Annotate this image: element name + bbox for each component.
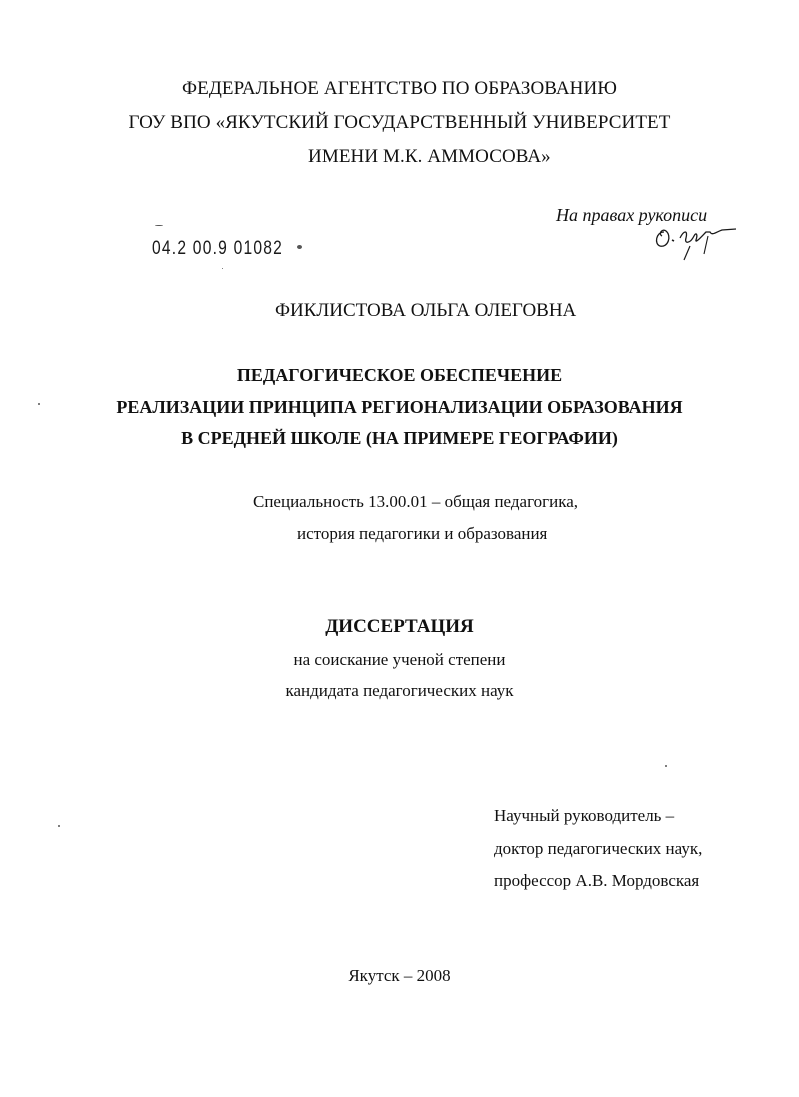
university-named-after: ИМЕНИ М.К. АММОСОВА» — [308, 146, 551, 167]
specialty-line-2: история педагогики и образования — [297, 524, 548, 543]
manuscript-note: На правах рукописи — [556, 205, 708, 225]
degree-line-1: на соискание ученой степени — [293, 650, 506, 669]
author-name: ФИКЛИСТОВА ОЛЬГА ОЛЕГОВНА — [275, 300, 577, 321]
agency-line: ФЕДЕРАЛЬНОЕ АГЕНТСТВО ПО ОБРАЗОВАНИЮ — [182, 78, 617, 99]
dissertation-label: ДИССЕРТАЦИЯ — [325, 616, 474, 637]
specialty-line-1: Специальность 13.00.01 – общая педагогика, — [253, 492, 578, 511]
scan-speck — [38, 403, 40, 405]
signature — [650, 222, 740, 262]
scan-speck — [222, 268, 223, 269]
title-line-2: РЕАЛИЗАЦИИ ПРИНЦИПА РЕГИОНАЛИЗАЦИИ ОБРАЗОВАНИЯ — [116, 397, 683, 417]
title-line-1: ПЕДАГОГИЧЕСКОЕ ОБЕСПЕЧЕНИЕ — [236, 365, 563, 385]
stamp-mark — [297, 245, 302, 249]
university-line: ГОУ ВПО «ЯКУТСКИЙ ГОСУДАРСТВЕННЫЙ УНИВЕРСИТЕТ — [128, 112, 671, 133]
scan-speck — [58, 825, 60, 827]
stamp-mark — [155, 225, 163, 226]
title-line-3: В СРЕДНЕЙ ШКОЛЕ (НА ПРИМЕРЕ ГЕОГРАФИИ) — [181, 428, 618, 448]
supervisor-line-2: доктор педагогических наук, — [494, 839, 703, 858]
degree-line-2: кандидата педагогических наук — [285, 681, 514, 700]
scan-speck — [665, 765, 667, 767]
registration-stamp-number: 04.2 00.9 01082 — [152, 238, 284, 259]
place-year: Якутск – 2008 — [348, 966, 451, 985]
supervisor-line-3: профессор А.В. Мордовская — [494, 871, 700, 890]
supervisor-line-1: Научный руководитель – — [494, 806, 675, 825]
